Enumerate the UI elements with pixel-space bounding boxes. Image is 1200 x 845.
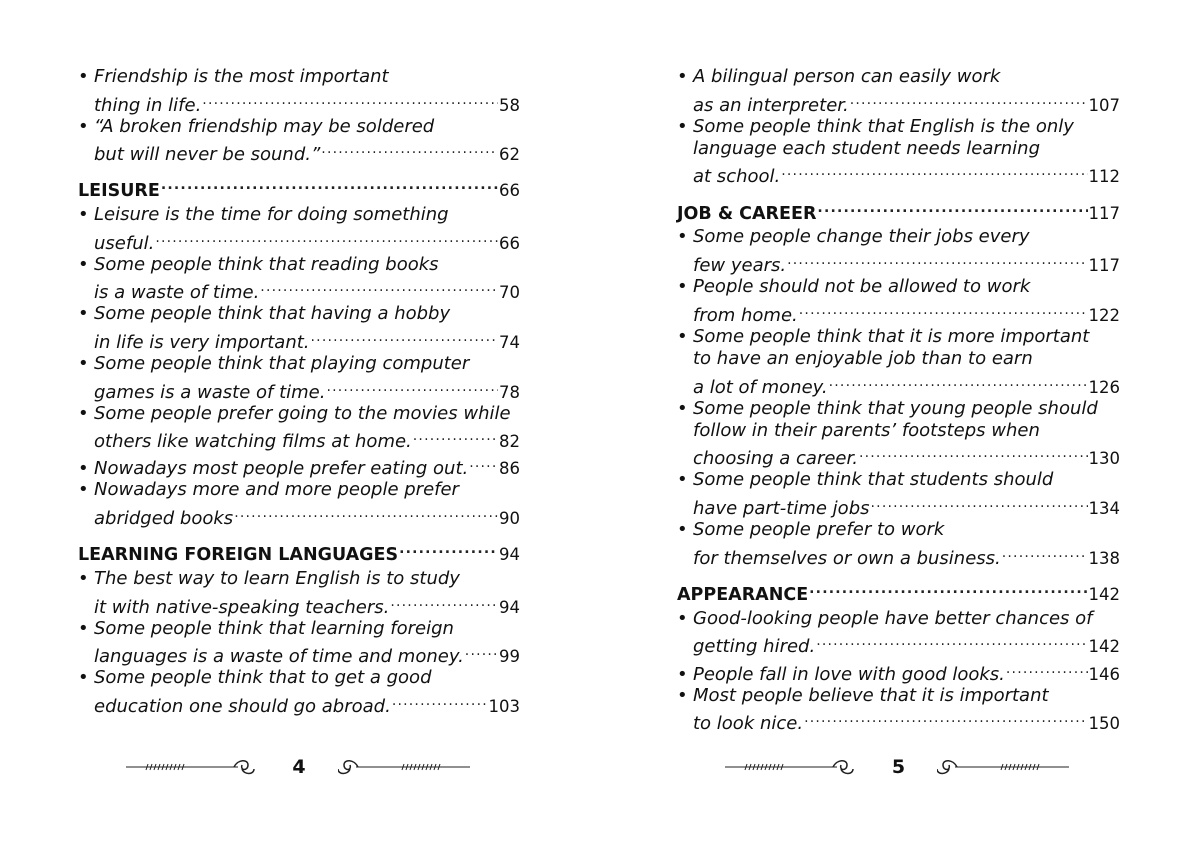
toc-entry[interactable] [677, 469, 1120, 520]
bullet-icon: • [677, 226, 688, 248]
leader-dots [871, 492, 1088, 514]
right-page [677, 0, 1120, 845]
entry-text: Friendship is the most important [94, 66, 389, 87]
page-ref: 78 [499, 382, 520, 402]
entry-line [78, 640, 520, 668]
bullet-icon: • [677, 469, 688, 491]
entry-line [78, 326, 520, 353]
leader-dots [161, 174, 498, 196]
toc-entry[interactable] [677, 325, 1120, 398]
leader-dots [326, 375, 498, 397]
entry-line [677, 707, 1120, 735]
entry-text: in life is very important. [94, 331, 310, 353]
entry-text: Some people think that English is the only [693, 115, 1074, 137]
entry-text: have part-time jobs [693, 498, 870, 520]
entry-line [78, 254, 520, 276]
page-ref: 150 [1088, 714, 1120, 734]
entry-line [78, 590, 520, 618]
toc-entry[interactable] [677, 226, 1120, 277]
leader-dots [859, 442, 1088, 464]
ornament-right-icon [338, 757, 473, 777]
section-title: LEISURE [78, 181, 160, 202]
toc-entry[interactable] [78, 617, 520, 668]
page-ref: 74 [499, 332, 520, 352]
toc-entry[interactable] [78, 253, 520, 304]
entry-text: People should not be allowed to work [693, 276, 1031, 298]
leader-dots [469, 452, 498, 474]
toc-entry[interactable] [677, 684, 1120, 735]
entry-text: for themselves or own a business. [693, 547, 1001, 569]
entry-line [677, 541, 1120, 569]
toc-entry[interactable] [78, 352, 520, 403]
toc-entry[interactable] [78, 303, 520, 353]
page-ref: 117 [1088, 256, 1120, 276]
page-ref: 82 [499, 432, 520, 452]
toc-entry[interactable] [677, 519, 1120, 569]
toc-section-heading[interactable] [677, 578, 1120, 605]
page-number: 4 [292, 756, 306, 778]
entry-line [677, 370, 1120, 398]
entry-text: Most people believe that it is important [693, 684, 1049, 706]
entry-line [677, 420, 1120, 442]
leader-dots [781, 160, 1087, 182]
entry-text: The best way to learn English is to study [94, 568, 460, 590]
entry-line [677, 88, 1120, 116]
leader-dots [1006, 657, 1088, 679]
page-ref: 86 [499, 459, 520, 479]
toc-entry[interactable] [78, 452, 520, 480]
leader-dots [202, 88, 498, 110]
toc-entry[interactable] [677, 66, 1120, 116]
page-ref: 103 [488, 696, 520, 716]
leader-dots [829, 370, 1088, 392]
entry-text: Nowadays more and more people prefer [94, 479, 459, 501]
entry-text: thing in life. [94, 94, 202, 116]
entry-text: Good-looking people have better chances of [693, 607, 1093, 629]
entry-line [677, 298, 1120, 326]
page-ref: 130 [1088, 449, 1120, 469]
entry-line [78, 667, 520, 689]
leader-dots [155, 226, 498, 248]
section-title: APPEARANCE [677, 584, 809, 605]
entry-line [78, 502, 520, 530]
entry-text: few years. [693, 255, 787, 277]
page-footer [677, 755, 1120, 779]
entry-text: a lot of money. [693, 376, 828, 398]
entry-text: A bilingual person can easily work [693, 66, 1001, 87]
toc-entry[interactable] [677, 115, 1120, 188]
toc-section-heading[interactable] [78, 538, 520, 566]
entry-line [677, 116, 1120, 138]
leader-dots [311, 326, 498, 348]
bullet-icon: • [677, 519, 688, 541]
leader-dots [1002, 541, 1088, 563]
entry-line [677, 657, 1120, 685]
entry-line [677, 519, 1120, 541]
page-ref: 94 [499, 545, 520, 565]
entry-line [78, 116, 520, 138]
entry-text: education one should go abroad. [94, 695, 391, 717]
page-ref: 66 [499, 181, 520, 201]
bullet-icon: • [78, 667, 89, 689]
entry-text: Leisure is the time for doing something [94, 204, 449, 226]
page-ref: 146 [1088, 664, 1120, 684]
entry-text: Some people think that playing computer [94, 352, 470, 374]
toc-section-heading[interactable] [78, 174, 520, 202]
toc-entry[interactable] [78, 402, 520, 453]
leader-dots [850, 88, 1088, 110]
leader-dots [799, 298, 1088, 320]
leader-dots [804, 707, 1087, 729]
bullet-icon: • [78, 479, 89, 501]
section-title: JOB & CAREER [677, 203, 817, 224]
leader-dots [234, 502, 498, 524]
bullet-icon: • [78, 253, 89, 275]
entry-line [677, 276, 1120, 298]
leader-dots [816, 630, 1087, 652]
page-ref: 138 [1088, 548, 1120, 568]
bullet-icon: • [677, 115, 688, 137]
entry-line [78, 690, 520, 717]
page-ref: 112 [1088, 167, 1120, 187]
leader-dots [809, 578, 1087, 600]
page-ref: 126 [1088, 377, 1120, 397]
entry-text: useful. [94, 232, 155, 254]
entry-line [677, 608, 1120, 630]
toc-entry[interactable] [677, 657, 1120, 685]
entry-line [677, 492, 1120, 520]
entry-line [78, 618, 520, 640]
entry-line [78, 303, 520, 325]
page-number: 5 [891, 756, 906, 778]
entry-text: choosing a career. [693, 448, 858, 470]
toc-list [78, 66, 520, 717]
entry-text: “A broken friendship may be soldered [94, 115, 435, 137]
toc-entry[interactable] [78, 479, 520, 530]
entry-line [78, 568, 520, 590]
entry-line [78, 276, 520, 304]
entry-text: Nowadays most people prefer eating out. [94, 458, 469, 480]
entry-text: from home. [693, 304, 798, 326]
bullet-icon: • [78, 617, 89, 639]
entry-text: others like watching films at home. [94, 431, 412, 453]
entry-line [78, 425, 520, 453]
toc-section-heading[interactable] [677, 196, 1120, 224]
entry-text: it with native-speaking teachers. [94, 596, 390, 618]
ornament-right-icon [937, 757, 1072, 777]
entry-line [677, 160, 1120, 188]
bullet-icon: • [78, 402, 89, 424]
bullet-icon: • [677, 276, 688, 298]
bullet-icon: • [78, 458, 89, 480]
page-ref: 62 [499, 145, 520, 165]
entry-line [677, 442, 1120, 470]
entry-text: Some people think that having a hobby [94, 303, 451, 325]
toc-entry[interactable] [677, 397, 1120, 470]
entry-text: to look nice. [693, 713, 804, 735]
page-ref: 70 [499, 283, 520, 303]
entry-text: Some people think that young people should [693, 397, 1098, 419]
entry-text: Some people prefer to work [693, 519, 945, 541]
entry-text: Some people think that to get a good [94, 667, 432, 689]
entry-line [677, 326, 1120, 348]
page-ref: 94 [499, 597, 520, 617]
entry-text: at school. [693, 166, 781, 188]
page-ref: 117 [1088, 203, 1120, 223]
bullet-icon: • [78, 115, 89, 137]
toc-entry[interactable] [78, 568, 520, 618]
bullet-icon: • [677, 397, 688, 419]
entry-text: Some people think that students should [693, 469, 1054, 491]
page-footer [78, 755, 520, 779]
entry-text: language each student needs learning [693, 137, 1041, 159]
section-title: LEARNING FOREIGN LANGUAGES [78, 545, 399, 566]
leader-dots [817, 196, 1087, 218]
entry-line [78, 479, 520, 501]
bullet-icon: • [78, 204, 89, 226]
bullet-icon: • [78, 568, 89, 590]
leader-dots [321, 138, 498, 160]
entry-line [78, 452, 520, 480]
bullet-icon: • [677, 607, 688, 629]
entry-line [78, 375, 520, 403]
page-ref: 134 [1088, 499, 1120, 519]
bullet-icon: • [78, 303, 89, 325]
entry-text: as an interpreter. [693, 94, 849, 116]
entry-line [677, 398, 1120, 420]
page-ref: 90 [499, 509, 520, 529]
page-ref: 58 [499, 95, 520, 115]
leader-dots [392, 690, 488, 712]
leader-dots [260, 276, 498, 298]
entry-line [677, 226, 1120, 248]
toc-entry[interactable] [78, 66, 520, 116]
page-ref: 99 [499, 647, 520, 667]
entry-text: is a waste of time. [94, 282, 260, 304]
entry-line [78, 88, 520, 116]
page-ref: 122 [1088, 305, 1120, 325]
leader-dots [787, 249, 1087, 271]
entry-line [78, 138, 520, 166]
leader-dots [465, 640, 498, 662]
entry-line [78, 226, 520, 254]
entry-text: Some people think that reading books [94, 253, 439, 275]
entry-text: games is a waste of time. [94, 381, 326, 403]
toc-entry[interactable] [78, 115, 520, 166]
bullet-icon: • [677, 325, 688, 347]
entry-text: follow in their parents’ footsteps when [693, 419, 1040, 441]
entry-text: Some people change their jobs every [693, 226, 1030, 248]
page-ref: 107 [1088, 95, 1120, 115]
entry-text: Some people think that learning foreign [94, 617, 454, 639]
toc-entry[interactable] [677, 607, 1120, 658]
bullet-icon: • [677, 684, 688, 706]
toc-entry[interactable] [78, 667, 520, 717]
leader-dots [413, 425, 498, 447]
entry-line [78, 403, 520, 425]
left-page [78, 0, 520, 845]
entry-line [677, 66, 1120, 88]
leader-dots [399, 538, 498, 560]
entry-line [677, 138, 1120, 160]
bullet-icon: • [78, 352, 89, 374]
page-ref: 142 [1088, 584, 1120, 604]
leader-dots [390, 590, 498, 612]
bullet-icon: • [677, 66, 688, 87]
entry-text: but will never be sound.” [94, 144, 321, 166]
toc-list [677, 66, 1120, 734]
entry-text: to have an enjoyable job than to earn [693, 347, 1033, 369]
entry-line [677, 630, 1120, 658]
bullet-icon: • [78, 66, 89, 87]
entry-line [78, 66, 520, 88]
entry-line [677, 348, 1120, 370]
entry-line [677, 685, 1120, 707]
page-ref: 66 [499, 233, 520, 253]
entry-line [78, 353, 520, 375]
toc-entry[interactable] [677, 276, 1120, 326]
entry-text: Some people prefer going to the movies while [94, 402, 511, 424]
toc-entry[interactable] [78, 204, 520, 254]
entry-text: getting hired. [693, 636, 816, 658]
page-ref: 142 [1088, 637, 1120, 657]
entry-text: abridged books [94, 508, 234, 530]
entry-text: languages is a waste of time and money. [94, 646, 464, 668]
entry-line [677, 249, 1120, 277]
entry-line [78, 204, 520, 226]
entry-text: People fall in love with good looks. [693, 663, 1005, 685]
entry-text: Some people think that it is more important [693, 325, 1090, 347]
entry-line [677, 469, 1120, 491]
bullet-icon: • [677, 663, 688, 685]
